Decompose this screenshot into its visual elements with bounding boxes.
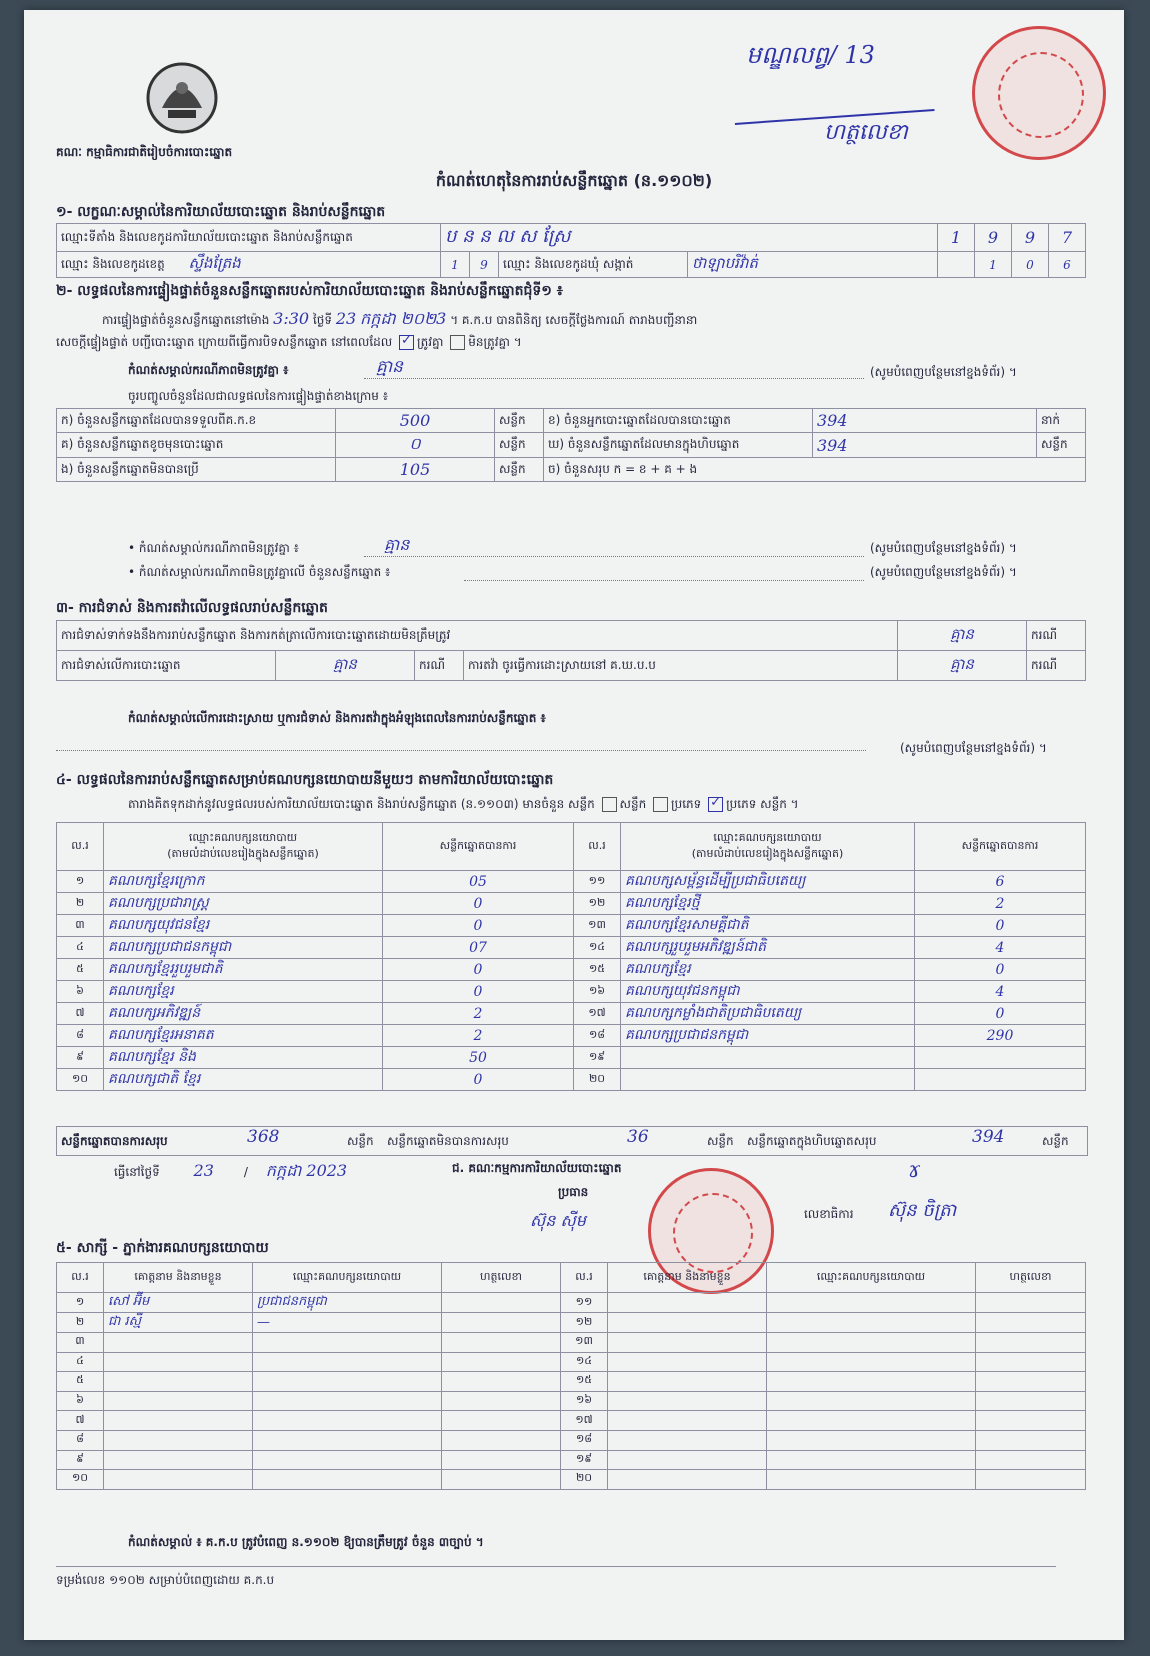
bullet1-value: គ្មាន: [384, 535, 410, 554]
grid-label: ច) ចំនួនសរុប ក = ខ + គ + ង: [544, 458, 1086, 482]
verification-row: [57, 458, 1086, 482]
row-number: ១៨: [561, 1430, 608, 1450]
row-number: ២០: [574, 1069, 621, 1091]
invalid-total-label: សន្លឹកឆ្នោតមិនបានការសរុប: [387, 1134, 509, 1148]
form-footer: ទម្រង់លេខ ១១០២ សម្រាប់បំពេញដោយ គ.ក.ប: [56, 1573, 275, 1587]
count-time: 3:30: [273, 309, 310, 328]
row-number: ១១: [574, 871, 621, 893]
witness-signature: [442, 1352, 561, 1372]
commune-value: ថាឡាបរិវ៉ាត់: [688, 252, 938, 278]
party-row: [57, 871, 1086, 893]
witness-row: [57, 1352, 1086, 1372]
party-name: គណបក្សខ្មែរ និង: [104, 1047, 383, 1069]
witness-row: [57, 1333, 1086, 1353]
commune-code-digit: 6: [1049, 252, 1086, 278]
section4-heading: ៤- លទ្ធផលនៃការរាប់សន្លឹកឆ្នោតសម្រាប់គណបក្សនយោបាយនីមួយៗ តាមការិយាល័យបោះឆ្នោត: [56, 772, 554, 788]
section3-note: កំណត់សម្គាល់លើការដោះស្រាយ ឬការជំទាស់ និងការតវ៉ាក្នុងអំឡុងពេលនៃការរាប់សន្លឹកឆ្នោត ៖: [128, 711, 546, 725]
col-sign: ហត្ថលេខា: [976, 1263, 1086, 1293]
party-row: [57, 1069, 1086, 1091]
grid-label: ក) ចំនួនសន្លឹកឆ្នោតដែលបានទទួលពីគ.ក.ខ: [57, 409, 336, 433]
sheets-opt-label: ប្រភេទ: [671, 797, 702, 811]
party-votes: [915, 1069, 1086, 1091]
complaint-label: ការជំទាស់លើការបោះឆ្នោត: [57, 651, 276, 681]
party-votes: 07: [383, 937, 574, 959]
witness-name: [608, 1313, 767, 1333]
witness-row: [57, 1450, 1086, 1470]
row-number: ៩: [57, 1450, 104, 1470]
grid-value: 394: [813, 409, 1037, 433]
witness-signature: [442, 1313, 561, 1333]
date-day: 23: [193, 1161, 214, 1180]
party-name: គណបក្សខ្មែរអនាគត: [104, 1025, 383, 1047]
witness-signature: [976, 1391, 1086, 1411]
witness-party: [253, 1430, 442, 1450]
party-name: គណបក្សខ្មែររួបរួមជាតិ: [104, 959, 383, 981]
witness-party: [253, 1333, 442, 1353]
grid-label: ឃ) ចំនួនសន្លឹកឆ្នោតដែលមានក្នុងហិបឆ្នោត: [544, 433, 813, 458]
party-row: [57, 937, 1086, 959]
complaint-unit: ករណី: [1027, 621, 1086, 651]
witness-party: [767, 1352, 976, 1372]
party-votes: 0: [915, 959, 1086, 981]
grid-value: 500: [336, 409, 495, 433]
witness-signature: [442, 1372, 561, 1392]
grid-value: ០: [336, 433, 495, 458]
box-total-label: សន្លឹកឆ្នោតក្នុងហិបឆ្នោតសរុប: [747, 1134, 877, 1148]
party-name: គណបក្សជាតិ ខ្មែរ: [104, 1069, 383, 1091]
mismatch-note-value: គ្មាន: [376, 357, 403, 377]
bullet2-label: • កំណត់សម្គាល់ករណីភាពមិនត្រូវគ្នាលើ ចំនួនសន្លឹកឆ្នោត ៖: [128, 565, 391, 579]
totals-row: [56, 1126, 1088, 1156]
row-number: ៨: [57, 1025, 104, 1047]
mismatch-label: មិនត្រូវគ្នា: [468, 335, 510, 349]
witness-signature: [442, 1450, 561, 1470]
col-party: [104, 823, 383, 871]
party-name: គណបក្សប្រជាជនកម្ពុជា: [621, 1025, 915, 1047]
row-number: ១៩: [574, 1047, 621, 1069]
party-votes: 0: [915, 1003, 1086, 1025]
emblem-icon: [142, 58, 222, 138]
grid-value: 394: [813, 433, 1037, 458]
party-name: គណបក្សខ្មែរ: [621, 959, 915, 981]
witness-row: [57, 1430, 1086, 1450]
complaint-unit: ករណី: [1027, 651, 1086, 681]
note-hint: (សូមបំពេញបន្ថែមនៅខ្នងទំព័រ) ។: [870, 365, 1017, 379]
witness-row: [57, 1372, 1086, 1392]
official-seal-top: [972, 26, 1106, 160]
party-name: គណបក្សអភិវឌ្ឍន៍: [104, 1003, 383, 1025]
complaint-unit: ករណី: [415, 651, 464, 681]
witness-signature: [976, 1411, 1086, 1431]
witness-signature: [976, 1372, 1086, 1392]
row-number: ៨: [57, 1430, 104, 1450]
section2-intro: ចូរបញ្ចូលចំនួនដែលជាលទ្ធផលនៃការផ្ទៀងផ្ទាត់ខាងក្រោម ៖: [128, 389, 388, 403]
party-votes: 2: [383, 1025, 574, 1047]
row-number: ១៥: [574, 959, 621, 981]
complaints-table: [56, 620, 1086, 681]
witness-party: [767, 1470, 976, 1490]
col-name: គោត្តនាម និងនាមខ្លួន: [104, 1263, 253, 1293]
province-code-digit: 1: [441, 252, 470, 278]
witness-name: [104, 1450, 253, 1470]
witness-party: [767, 1450, 976, 1470]
grid-unit: សន្លឹក: [495, 458, 544, 482]
party-votes: 2: [915, 893, 1086, 915]
witness-table: [56, 1262, 1086, 1490]
sheets-opt-label: សន្លឹក: [619, 797, 647, 811]
secretary-name: ស៊ុន ចិត្រា: [888, 1200, 957, 1221]
verification-table: [56, 408, 1086, 482]
witness-signature: [442, 1333, 561, 1353]
witness-name: [104, 1352, 253, 1372]
party-name: [621, 1069, 915, 1091]
col-sign: ហត្ថលេខា: [442, 1263, 561, 1293]
col-no: ល.រ: [57, 1263, 104, 1293]
witness-header: [57, 1263, 1086, 1293]
party-results-header: [57, 823, 1086, 871]
row-number: ២: [57, 1313, 104, 1333]
witness-row: [57, 1411, 1086, 1431]
party-name: គណបក្សសម្ព័ន្ធដើម្បីប្រជាធិបតេយ្យ: [621, 871, 915, 893]
grid-label: គ) ចំនួនសន្លឹកឆ្នោតខូចមុនបោះឆ្នោត: [57, 433, 336, 458]
witness-signature: [442, 1430, 561, 1450]
party-votes: 0: [383, 893, 574, 915]
row-number: ១៦: [561, 1391, 608, 1411]
station-code-digit: 7: [1049, 224, 1086, 252]
party-name: គណបក្សប្រជាជនកម្ពុជា: [104, 937, 383, 959]
row-number: ១០: [57, 1069, 104, 1091]
station-label: ឈ្មោះទីតាំង និងលេខកូដការិយាល័យបោះឆ្នោត និងរាប់សន្លឹកឆ្នោត: [57, 224, 441, 252]
party-name: គណបក្សយុវជនកម្ពុជា: [621, 981, 915, 1003]
party-votes: 0: [383, 981, 574, 1003]
party-votes: 0: [383, 915, 574, 937]
section5-heading: ៥- សាក្សី - ភ្នាក់ងារគណបក្សនយោបាយ: [56, 1240, 269, 1256]
section3-hint: (សូមបំពេញបន្ថែមនៅខ្នងទំព័រ) ។: [900, 741, 1047, 755]
row-number: ១៨: [574, 1025, 621, 1047]
grid-label: ង) ចំនួនសន្លឹកឆ្នោតមិនបានប្រើ: [57, 458, 336, 482]
witness-party: [253, 1352, 442, 1372]
witness-party: [767, 1313, 976, 1333]
para-text: ថ្ងៃទី: [312, 313, 332, 327]
bullet1-hint: (សូមបំពេញបន្ថែមនៅខ្នងទំព័រ) ។: [870, 541, 1017, 555]
row-number: ៧: [57, 1411, 104, 1431]
witness-name: [104, 1372, 253, 1392]
corner-note: មណ្ឌលព្វ/ 13: [746, 41, 875, 69]
witness-signature: [976, 1333, 1086, 1353]
witness-signature: [976, 1293, 1086, 1313]
row-number: ១: [57, 1293, 104, 1313]
row-number: ១២: [574, 893, 621, 915]
witness-party: [253, 1372, 442, 1392]
invalid-total-unit: សន្លឹក: [707, 1134, 734, 1148]
row-number: ១៩: [561, 1450, 608, 1470]
row-number: ៦: [57, 1391, 104, 1411]
section2-para2: សេចក្តីផ្ទៀងផ្ទាត់ បញ្ជីបោះឆ្នោត ក្រោយពីធ្វើការបិទសន្លឹកឆ្នោត នៅពេលដែល ✓ ត្រូវគ្នា មិនត្រូវគ្នា ។: [56, 334, 522, 352]
witness-signature: [976, 1352, 1086, 1372]
row-number: ១៧: [561, 1411, 608, 1431]
verification-row: [57, 433, 1086, 458]
section1-table: [56, 223, 1086, 278]
col-votes: សន្លឹកឆ្នោតបានការ: [915, 823, 1086, 871]
col-name: គោត្តនាម និងនាមខ្លួន: [608, 1263, 767, 1293]
party-row: [57, 981, 1086, 1003]
witness-name: [608, 1450, 767, 1470]
complaint-value: គ្មាន: [276, 651, 415, 681]
form-title: កំណត់ហេតុនៃការរាប់សន្លឹកឆ្នោត (ន.១១០២): [435, 171, 713, 190]
committee-name: គណៈ កម្មាធិការជាតិរៀបចំការបោះឆ្នោត: [56, 145, 233, 159]
row-number: ១០: [57, 1470, 104, 1490]
corner-signature: ហត្ថលេខា: [824, 120, 908, 145]
col-no: ល.រ: [561, 1263, 608, 1293]
party-row: [57, 959, 1086, 981]
sheets-checkbox-1[interactable]: [602, 797, 617, 812]
grid-unit: សន្លឹក: [1037, 433, 1086, 458]
party-name: គណបក្សរួបរួមអភិវឌ្ឍន៍ជាតិ: [621, 937, 915, 959]
para-text: សេចក្តីផ្ទៀងផ្ទាត់ បញ្ជីបោះឆ្នោត ក្រោយពីធ្វើការបិទសន្លឹកឆ្នោត នៅពេលដែល: [56, 335, 393, 349]
col-party: ឈ្មោះគណបក្សនយោបាយ: [253, 1263, 442, 1293]
witness-signature: [976, 1313, 1086, 1333]
intro-text: តារាងគិតទុកដាក់នូវលទ្ធផលរបស់ការិយាល័យបោះឆ្នោត និងរាប់សន្លឹកឆ្នោត (ន.១១០៣) មានចំនួន សន្លឹក: [128, 797, 595, 811]
witness-signature: [442, 1411, 561, 1431]
col-party-sub: (តាមលំដាប់លេខរៀងក្នុងសន្លឹកឆ្នោត): [691, 846, 844, 860]
witness-name: [104, 1470, 253, 1490]
col-party: ឈ្មោះគណបក្សនយោបាយ: [767, 1263, 976, 1293]
row-number: ២០: [561, 1470, 608, 1490]
witness-name: [608, 1391, 767, 1411]
witness-party: [767, 1430, 976, 1450]
witness-signature: [976, 1470, 1086, 1490]
complaint-label: ការតវ៉ា ចូរធ្វើការដោះស្រាយនៅ គ.ឃ.ប.ប: [464, 651, 898, 681]
section2-para: [102, 308, 1092, 332]
commune-code-digit: 0: [1012, 252, 1049, 278]
witness-party: [253, 1411, 442, 1431]
party-votes: 50: [383, 1047, 574, 1069]
party-name: គណបក្សកម្លាំងជាតិប្រជាធិបតេយ្យ: [621, 1003, 915, 1025]
witness-name: [104, 1430, 253, 1450]
witness-party: [767, 1391, 976, 1411]
grid-label: ខ) ចំនួនអ្នកបោះឆ្នោតដែលបានបោះឆ្នោត: [544, 409, 813, 433]
party-name: គណបក្សខ្មែរ: [104, 981, 383, 1003]
row-number: ១៤: [561, 1352, 608, 1372]
party-votes: 290: [915, 1025, 1086, 1047]
row-number: ៧: [57, 1003, 104, 1025]
party-name: [621, 1047, 915, 1069]
para-text: ។ គ.ក.ប បានពិនិត្យ សេចក្តីថ្លែងការណ៍ តារាងបញ្ជីនានា: [450, 313, 698, 327]
col-party-title: ឈ្មោះគណបក្សនយោបាយ: [713, 830, 822, 844]
count-day: 23: [335, 309, 357, 328]
commune-label: ឈ្មោះ និងលេខកូដឃុំ សង្កាត់: [499, 252, 688, 278]
witness-party: [767, 1293, 976, 1313]
witness-name: [608, 1411, 767, 1431]
province-cell: [57, 252, 441, 278]
row-number: ១៣: [561, 1333, 608, 1353]
witness-row: [57, 1391, 1086, 1411]
date-month: កក្កដា 2023: [265, 1161, 348, 1180]
grid-unit: សន្លឹក: [495, 409, 544, 433]
witness-party: ប្រជាជនកម្ពុជា: [253, 1293, 442, 1313]
row-number: ៣: [57, 1333, 104, 1353]
row-number: ១៦: [574, 981, 621, 1003]
valid-total-value: 368: [247, 1127, 280, 1147]
box-total-unit: សន្លឹក: [1042, 1134, 1069, 1148]
party-row: [57, 1003, 1086, 1025]
row-number: ១៤: [574, 937, 621, 959]
row-number: ៣: [57, 915, 104, 937]
date-prefix: ធ្វើនៅថ្ងៃទី: [114, 1165, 160, 1179]
date-line: ធ្វើនៅថ្ងៃទី 23 / កក្កដា 2023: [114, 1161, 348, 1180]
row-number: ១៣: [574, 915, 621, 937]
party-votes: 0: [383, 1069, 574, 1091]
grid-value: 105: [336, 458, 495, 482]
witness-name: សៅ អ៊ីម: [104, 1293, 253, 1313]
footnote: កំណត់សម្គាល់ ៖ គ.ក.ប ត្រូវបំពេញ ន.១១០២ ឱ្យបានត្រឹមត្រូវ ចំនួន ៣ច្បាប់ ។: [128, 1535, 484, 1549]
grid-unit: នាក់: [1037, 409, 1086, 433]
secretary-signature: ɤ: [908, 1158, 921, 1183]
bullet2-hint: (សូមបំពេញបន្ថែមនៅខ្នងទំព័រ) ។: [870, 565, 1017, 579]
witness-party: [253, 1391, 442, 1411]
witness-row: [57, 1293, 1086, 1313]
witness-party: [767, 1411, 976, 1431]
match-label: ត្រូវគ្នា: [417, 335, 444, 349]
valid-total-label: សន្លឹកឆ្នោតបានការសរុប: [61, 1134, 168, 1148]
ballot-count-form: [24, 10, 1124, 1640]
party-name: គណបក្សខ្មែរក្រោក: [104, 871, 383, 893]
witness-name: [608, 1470, 767, 1490]
chair-label: ប្រធាន: [558, 1185, 589, 1199]
witness-party: [253, 1450, 442, 1470]
valid-total-unit: សន្លឹក: [347, 1134, 374, 1148]
chair-name: ស៊ុន ស៊ីម: [530, 1211, 586, 1230]
witness-signature: [442, 1293, 561, 1313]
row-number: ២: [57, 893, 104, 915]
party-votes: 05: [383, 871, 574, 893]
row-number: ៥: [57, 1372, 104, 1392]
party-votes: 0: [915, 915, 1086, 937]
sheets-opt-label: ប្រភេទ សន្លឹក: [726, 797, 787, 811]
witness-name: [104, 1391, 253, 1411]
witness-party: —: [253, 1313, 442, 1333]
para-text: ការផ្ទៀងផ្ទាត់ចំនួនសន្លឹកឆ្នោតនៅម៉ោង: [102, 313, 270, 327]
row-number: ១: [57, 871, 104, 893]
witness-name: [608, 1293, 767, 1313]
match-checkbox[interactable]: [399, 335, 414, 350]
row-number: ៦: [57, 981, 104, 1003]
row-number: ១១: [561, 1293, 608, 1313]
witness-party: [253, 1470, 442, 1490]
party-votes: [915, 1047, 1086, 1069]
party-name: គណបក្សខ្មែរថ្មី: [621, 893, 915, 915]
witness-party: [767, 1372, 976, 1392]
witness-row: [57, 1470, 1086, 1490]
col-no: ល.រ: [574, 823, 621, 871]
row-number: ១៧: [574, 1003, 621, 1025]
secretary-label: លេខាធិការ: [804, 1207, 854, 1221]
complaint-label: ការជំទាស់ទាក់ទងនឹងការរាប់សន្លឹកឆ្នោត និងការកត់ត្រាលើការបោះឆ្នោតដោយមិនត្រឹមត្រូវ: [57, 621, 898, 651]
witness-signature: [442, 1470, 561, 1490]
section1-heading: ១- លក្ខណៈសម្គាល់នៃការិយាល័យបោះឆ្នោត និងរាប់សន្លឹកឆ្នោត: [56, 204, 386, 220]
committee-sign-label: ជ. គណៈកម្មការការិយាល័យបោះឆ្នោត: [452, 1161, 622, 1175]
party-name: គណបក្សប្រជារាស្ត្រ: [104, 893, 383, 915]
party-name: គណបក្សខ្មែរសាមគ្គីជាតិ: [621, 915, 915, 937]
witness-signature: [976, 1450, 1086, 1470]
witness-row: [57, 1313, 1086, 1333]
party-votes: 6: [915, 871, 1086, 893]
mismatch-checkbox[interactable]: [450, 335, 465, 350]
row-number: ១៥: [561, 1372, 608, 1392]
section2-heading: ២- លទ្ធផលនៃការផ្ទៀងផ្ទាត់ចំនួនសន្លឹកឆ្នោតរបស់ការិយាល័យបោះឆ្នោត និងរាប់សន្លឹកឆ្នោតជុំទី១ ៖: [56, 283, 563, 299]
section4-intro: តារាងគិតទុកដាក់នូវលទ្ធផលរបស់ការិយាល័យបោះឆ្នោត និងរាប់សន្លឹកឆ្នោត (ន.១១០៣) មានចំនួន សន្លឹក សន្លឹក ប្រភេទ ✓ ប្រភេទ សន្លឹក ។: [128, 796, 799, 814]
row-number: ៤: [57, 1352, 104, 1372]
witness-name: [608, 1372, 767, 1392]
grid-unit: សន្លឹក: [495, 433, 544, 458]
party-row: [57, 1025, 1086, 1047]
station-code-digit: 9: [975, 224, 1012, 252]
party-votes: 2: [383, 1003, 574, 1025]
witness-party: [767, 1333, 976, 1353]
footer-divider: [56, 1566, 1056, 1567]
sheets-checkbox-2[interactable]: [653, 797, 668, 812]
row-number: ១២: [561, 1313, 608, 1333]
verification-row: [57, 409, 1086, 433]
commune-code-digit: 1: [975, 252, 1012, 278]
box-total-value: 394: [972, 1127, 1005, 1147]
station-code-digit: 1: [938, 224, 975, 252]
witness-signature: [976, 1430, 1086, 1450]
witness-name: [608, 1430, 767, 1450]
complaint-value: គ្មាន: [898, 651, 1027, 681]
col-party-sub: (តាមលំដាប់លេខរៀងក្នុងសន្លឹកឆ្នោត): [167, 846, 319, 860]
witness-name: [608, 1352, 767, 1372]
row-number: ៩: [57, 1047, 104, 1069]
row-number: ៥: [57, 959, 104, 981]
party-results-table: [56, 822, 1086, 1091]
col-no: ល.រ: [57, 823, 104, 871]
count-month: កក្កដា ២០២3: [360, 309, 447, 328]
witness-signature: [442, 1391, 561, 1411]
invalid-total-value: 36: [627, 1127, 649, 1147]
col-party-title: ឈ្មោះគណបក្សនយោបាយ: [188, 830, 298, 844]
col-votes: សន្លឹកឆ្នោតបានការ: [383, 823, 574, 871]
party-name: គណបក្សយុវជនខ្មែរ: [104, 915, 383, 937]
party-row: [57, 1047, 1086, 1069]
party-row: [57, 893, 1086, 915]
mismatch-note-label: កំណត់សម្គាល់ករណីភាពមិនត្រូវគ្នា ៖: [128, 363, 289, 377]
sheets-checkbox-3[interactable]: [708, 797, 723, 812]
province-value: ស្ទឹងត្រែង: [188, 253, 241, 272]
party-votes: 4: [915, 937, 1086, 959]
col-party: [621, 823, 915, 871]
province-code-digit: 9: [470, 252, 499, 278]
party-row: [57, 915, 1086, 937]
witness-name: [104, 1411, 253, 1431]
station-value: ប ន ន ល ស ស្រែ: [441, 224, 938, 252]
party-votes: 0: [383, 959, 574, 981]
province-label: ឈ្មោះ និងលេខកូដខេត្ត: [61, 256, 165, 271]
bullet1-label: • កំណត់សម្គាល់ករណីភាពមិនត្រូវគ្នា ៖: [128, 541, 299, 555]
complaint-value: គ្មាន: [898, 621, 1027, 651]
section3-heading: ៣- ការជំទាស់ និងការតវ៉ាលើលទ្ធផលរាប់សន្លឹកឆ្នោត: [56, 600, 328, 616]
witness-name: [104, 1333, 253, 1353]
station-code-digit: 9: [1012, 224, 1049, 252]
party-votes: 4: [915, 981, 1086, 1003]
witness-name: [608, 1333, 767, 1353]
witness-name: ជា រស្មី: [104, 1313, 253, 1333]
row-number: ៤: [57, 937, 104, 959]
